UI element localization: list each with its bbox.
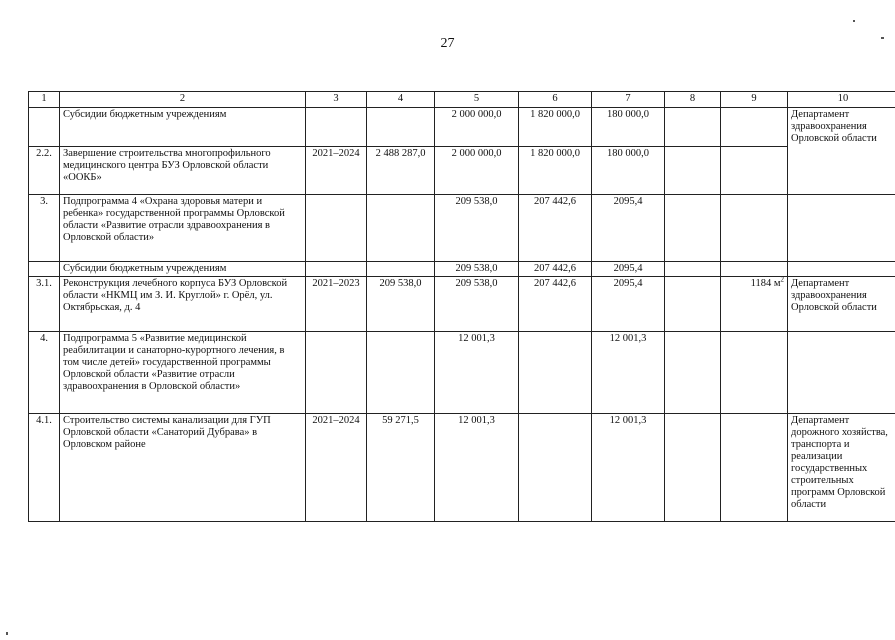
row-col6: 1 820 000,0 <box>519 146 592 194</box>
row-col6 <box>519 331 592 413</box>
row-col5: 209 538,0 <box>435 194 519 261</box>
row-cost: 2 488 287,0 <box>367 146 435 194</box>
row-col9 <box>721 108 788 147</box>
row-years: 2021–2023 <box>306 276 367 331</box>
row-col6 <box>519 413 592 521</box>
row-responsible: Департамент дорожного хозяйства, транспорта и реализации государственных строительных программ Орловской области <box>788 413 895 521</box>
row-col7: 180 000,0 <box>592 108 665 147</box>
row-col6: 207 442,6 <box>519 261 592 276</box>
row-col7: 12 001,3 <box>592 331 665 413</box>
row-col5: 12 001,3 <box>435 331 519 413</box>
table-row <box>29 331 895 413</box>
table-row <box>29 194 895 261</box>
row-col6: 207 442,6 <box>519 276 592 331</box>
row-number: 3.1. <box>29 276 60 331</box>
row-years <box>306 194 367 261</box>
program-table <box>28 91 895 522</box>
scan-speck <box>881 37 884 39</box>
row-name: Субсидии бюджетным учреждениям <box>60 261 306 276</box>
row-col9 <box>721 331 788 413</box>
row-cost <box>367 331 435 413</box>
table-row <box>29 276 895 331</box>
header-cell: 9 <box>721 92 788 108</box>
row-years <box>306 331 367 413</box>
table-row <box>29 146 895 194</box>
row-col5: 2 000 000,0 <box>435 146 519 194</box>
row-col8 <box>665 194 721 261</box>
header-row <box>29 92 895 108</box>
row-col5: 209 538,0 <box>435 261 519 276</box>
row-responsible: Департамент здравоохранения Орловской области <box>788 108 895 147</box>
row-col6: 1 820 000,0 <box>519 108 592 147</box>
row-col8 <box>665 413 721 521</box>
row-years <box>306 108 367 147</box>
scan-speck <box>6 632 8 635</box>
row-name: Подпрограмма 5 «Развитие медицинской реабилитации и санаторно-курортного лечения, в том числе детей» государственной программы Орловской области «Развитие отрасли здравоохранения в Орловской области» <box>60 331 306 413</box>
header-cell: 4 <box>367 92 435 108</box>
header-cell: 6 <box>519 92 592 108</box>
row-number: 4. <box>29 331 60 413</box>
area-unit-exponent: 2 <box>780 276 784 283</box>
row-col7: 180 000,0 <box>592 146 665 194</box>
row-col5: 209 538,0 <box>435 276 519 331</box>
row-years: 2021–2024 <box>306 413 367 521</box>
header-cell: 7 <box>592 92 665 108</box>
row-number: 4.1. <box>29 413 60 521</box>
row-name: Подпрограмма 4 «Охрана здоровья матери и ребенка» государственной программы Орловской области «Развитие отрасли здравоохранения в Орловской области» <box>60 194 306 261</box>
header-cell: 8 <box>665 92 721 108</box>
row-name: Строительство системы канализации для ГУП Орловской области «Санаторий Дубрава» в Орловском районе <box>60 413 306 521</box>
table-row <box>29 261 895 276</box>
row-col8 <box>665 108 721 147</box>
row-col7: 2095,4 <box>592 261 665 276</box>
row-cost <box>367 108 435 147</box>
row-cost <box>367 194 435 261</box>
header-cell: 5 <box>435 92 519 108</box>
row-cost <box>367 261 435 276</box>
table-row <box>29 413 895 521</box>
row-col7: 12 001,3 <box>592 413 665 521</box>
area-value: 1184 м <box>750 277 781 289</box>
row-number <box>29 261 60 276</box>
row-responsible <box>788 194 895 261</box>
row-responsible <box>788 331 895 413</box>
row-col7: 2095,4 <box>592 194 665 261</box>
row-name: Завершение строительства многопрофильного медицинского центра БУЗ Орловской области «ООКБ» <box>60 146 306 194</box>
row-col9 <box>721 261 788 276</box>
row-responsible <box>788 261 895 276</box>
row-name: Субсидии бюджетным учреждениям <box>60 108 306 147</box>
row-col9 <box>721 413 788 521</box>
row-name: Реконструкция лечебного корпуса БУЗ Орловской области «НКМЦ им З. И. Круглой» г. Орёл, ул. Октябрьская, д. 4 <box>60 276 306 331</box>
table-row <box>29 108 895 147</box>
header-cell: 2 <box>60 92 306 108</box>
row-col5: 12 001,3 <box>435 413 519 521</box>
row-number <box>29 108 60 147</box>
row-col9 <box>721 276 788 331</box>
row-responsible <box>788 146 895 194</box>
row-col8 <box>665 276 721 331</box>
row-cost: 59 271,5 <box>367 413 435 521</box>
row-responsible: Департамент здравоохранения Орловской области <box>788 276 895 331</box>
row-col8 <box>665 146 721 194</box>
header-cell: 10 <box>788 92 895 108</box>
scan-speck <box>853 20 855 22</box>
header-cell: 3 <box>306 92 367 108</box>
row-col8 <box>665 261 721 276</box>
row-col9 <box>721 146 788 194</box>
row-col9 <box>721 194 788 261</box>
row-cost: 209 538,0 <box>367 276 435 331</box>
row-number: 3. <box>29 194 60 261</box>
row-number: 2.2. <box>29 146 60 194</box>
page-number: 27 <box>440 36 455 51</box>
row-col6: 207 442,6 <box>519 194 592 261</box>
row-col5: 2 000 000,0 <box>435 108 519 147</box>
row-years: 2021–2024 <box>306 146 367 194</box>
row-col7: 2095,4 <box>592 276 665 331</box>
row-years <box>306 261 367 276</box>
row-col8 <box>665 331 721 413</box>
header-cell: 1 <box>29 92 60 108</box>
